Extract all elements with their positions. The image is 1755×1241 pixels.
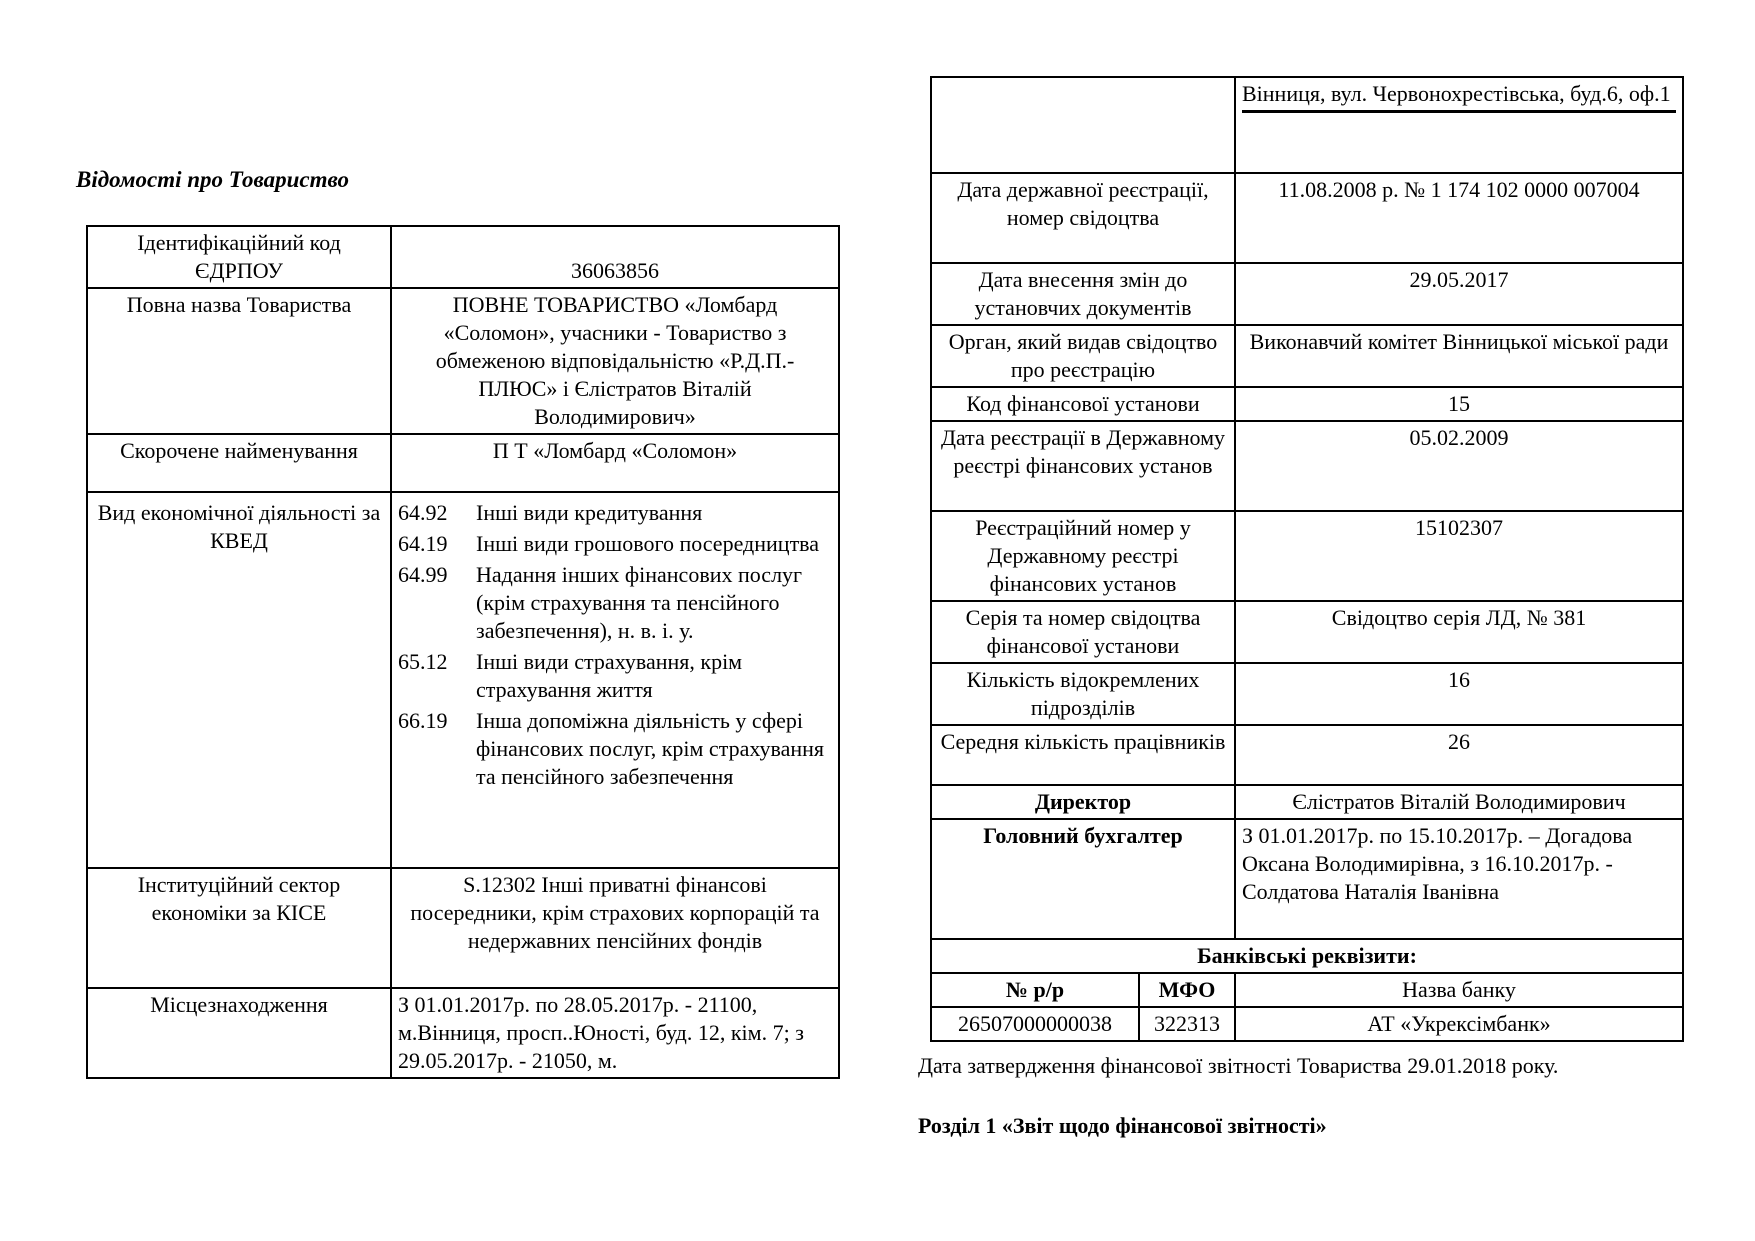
branches-value: 16 xyxy=(1235,663,1683,725)
edrpou-value: 36063856 xyxy=(391,226,839,288)
table-row xyxy=(931,725,1683,785)
reg-date-value: 11.08.2008 р. № 1 174 102 0000 007004 xyxy=(1235,173,1683,263)
row-label: Вид економічної діяльності за КВЕД xyxy=(87,492,391,868)
table-row xyxy=(87,988,839,1078)
list-item xyxy=(398,499,832,527)
certificate-value: Свідоцтво серія ЛД, № 381 xyxy=(1235,601,1683,663)
kise-value: S.12302 Інші приватні фінансові посередники, крім страхових корпорацій та недержавних пенсійних фондів xyxy=(391,868,839,988)
list-item xyxy=(398,648,832,704)
table-row xyxy=(931,387,1683,421)
issuer-value: Виконавчий комітет Вінницької міської ради xyxy=(1235,325,1683,387)
company-info-heading: Відомості про Товариство xyxy=(76,167,350,192)
list-item xyxy=(398,530,832,558)
table-row xyxy=(931,663,1683,725)
table-row xyxy=(87,434,839,492)
table-row xyxy=(87,492,839,868)
bank-mfo: 322313 xyxy=(1139,1007,1235,1041)
table-row xyxy=(87,868,839,988)
divider xyxy=(1242,110,1676,113)
bank-name: АТ «Укрексімбанк» xyxy=(1235,1007,1683,1041)
table-row xyxy=(931,819,1683,939)
table-row xyxy=(931,1007,1683,1041)
kved-name: Інші види страхування, крім страхування життя xyxy=(476,649,743,702)
row-label: Кількість відокремлених підрозділів xyxy=(931,663,1235,725)
kved-code: 64.92 xyxy=(398,500,448,525)
row-label: Код фінансової установи xyxy=(931,387,1235,421)
row-label: Директор xyxy=(931,785,1235,819)
kved-list xyxy=(391,492,839,868)
row-label: Серія та номер свідоцтва фінансової установи xyxy=(931,601,1235,663)
section-title: Розділ 1 «Звіт щодо фінансової звітності» xyxy=(918,1113,1327,1138)
bank-header-name: Назва банку xyxy=(1235,973,1683,1007)
kved-name: Надання інших фінансових послуг (крім страхування та пенсійного забезпечення), н. в. і. у. xyxy=(476,562,803,643)
location-continued xyxy=(1235,77,1683,173)
kved-code: 65.12 xyxy=(398,649,448,674)
kved-code: 64.99 xyxy=(398,562,448,587)
approval-date-text: Дата затвердження фінансової звітності Товариства 29.01.2018 року. xyxy=(918,1053,1559,1078)
kved-code: 66.19 xyxy=(398,708,448,733)
table-row xyxy=(87,288,839,434)
fin-reg-date-value: 05.02.2009 xyxy=(1235,421,1683,511)
fin-reg-number-value: 15102307 xyxy=(1235,511,1683,601)
employees-value: 26 xyxy=(1235,725,1683,785)
bank-details-title: Банківські реквізити: xyxy=(931,939,1683,973)
bank-header-account: № р/р xyxy=(931,973,1139,1007)
row-label: Ідентифікаційний код ЄДРПОУ xyxy=(87,226,391,288)
full-name-value: ПОВНЕ ТОВАРИСТВО «Ломбард «Соломон», учасники - Товариство з обмеженою відповідальністю «Р.Д.П.-ПЛЮС» і Єлістратов Віталій Володимирович» xyxy=(391,288,839,434)
row-label: Інституційний сектор економіки за КІСЕ xyxy=(87,868,391,988)
table-row xyxy=(931,421,1683,511)
location-continued-text: Вінниця, вул. Червонохрестівська, буд.6, оф.1 xyxy=(1242,81,1671,106)
table-row xyxy=(931,973,1683,1007)
table-row xyxy=(931,173,1683,263)
table-row xyxy=(931,601,1683,663)
table-row xyxy=(931,263,1683,325)
kved-name: Інші види кредитування xyxy=(476,500,703,525)
list-item xyxy=(398,561,832,645)
table-row xyxy=(931,325,1683,387)
director-value: Єлістратов Віталій Володимирович xyxy=(1235,785,1683,819)
company-details-table xyxy=(930,76,1684,1042)
row-label: Дата державної реєстрації, номер свідоцтва xyxy=(931,173,1235,263)
location-value: З 01.01.2017р. по 28.05.2017р. - 21100, м.Вінниця, просп..Юності, буд. 12, кім. 7; з 29.05.2017р. - 21050, м. xyxy=(391,988,839,1078)
row-label: Повна назва Товариства xyxy=(87,288,391,434)
bank-account: 26507000000038 xyxy=(931,1007,1139,1041)
changes-date-value: 29.05.2017 xyxy=(1235,263,1683,325)
table-row xyxy=(87,226,839,288)
row-label: Дата реєстрації в Державному реєстрі фінансових установ xyxy=(931,421,1235,511)
row-label: Місцезнаходження xyxy=(87,988,391,1078)
kved-code: 64.19 xyxy=(398,531,448,556)
row-label: Головний бухгалтер xyxy=(931,819,1235,939)
list-item xyxy=(398,707,832,791)
table-row xyxy=(931,511,1683,601)
table-row xyxy=(931,77,1683,173)
kved-name: Інша допоміжна діяльність у сфері фінансових послуг, крім страхування та пенсійного забезпечення xyxy=(476,708,825,789)
row-label: Скорочене найменування xyxy=(87,434,391,492)
table-row xyxy=(931,939,1683,973)
fin-code-value: 15 xyxy=(1235,387,1683,421)
company-info-table xyxy=(86,225,840,1079)
bank-header-mfo: МФО xyxy=(1139,973,1235,1007)
short-name-value: П Т «Ломбард «Соломон» xyxy=(391,434,839,492)
row-label: Дата внесення змін до установчих документів xyxy=(931,263,1235,325)
row-label: Орган, який видав свідоцтво про реєстрацію xyxy=(931,325,1235,387)
accountant-value: З 01.01.2017р. по 15.10.2017р. – Догадова Оксана Володимирівна, з 16.10.2017р. - Солдатова Наталія Іванівна xyxy=(1235,819,1683,939)
row-label: Реєстраційний номер у Державному реєстрі фінансових установ xyxy=(931,511,1235,601)
row-label: Середня кількість працівників xyxy=(931,725,1235,785)
kved-name: Інші види грошового посередництва xyxy=(476,531,820,556)
empty-cell xyxy=(931,77,1235,173)
table-row xyxy=(931,785,1683,819)
